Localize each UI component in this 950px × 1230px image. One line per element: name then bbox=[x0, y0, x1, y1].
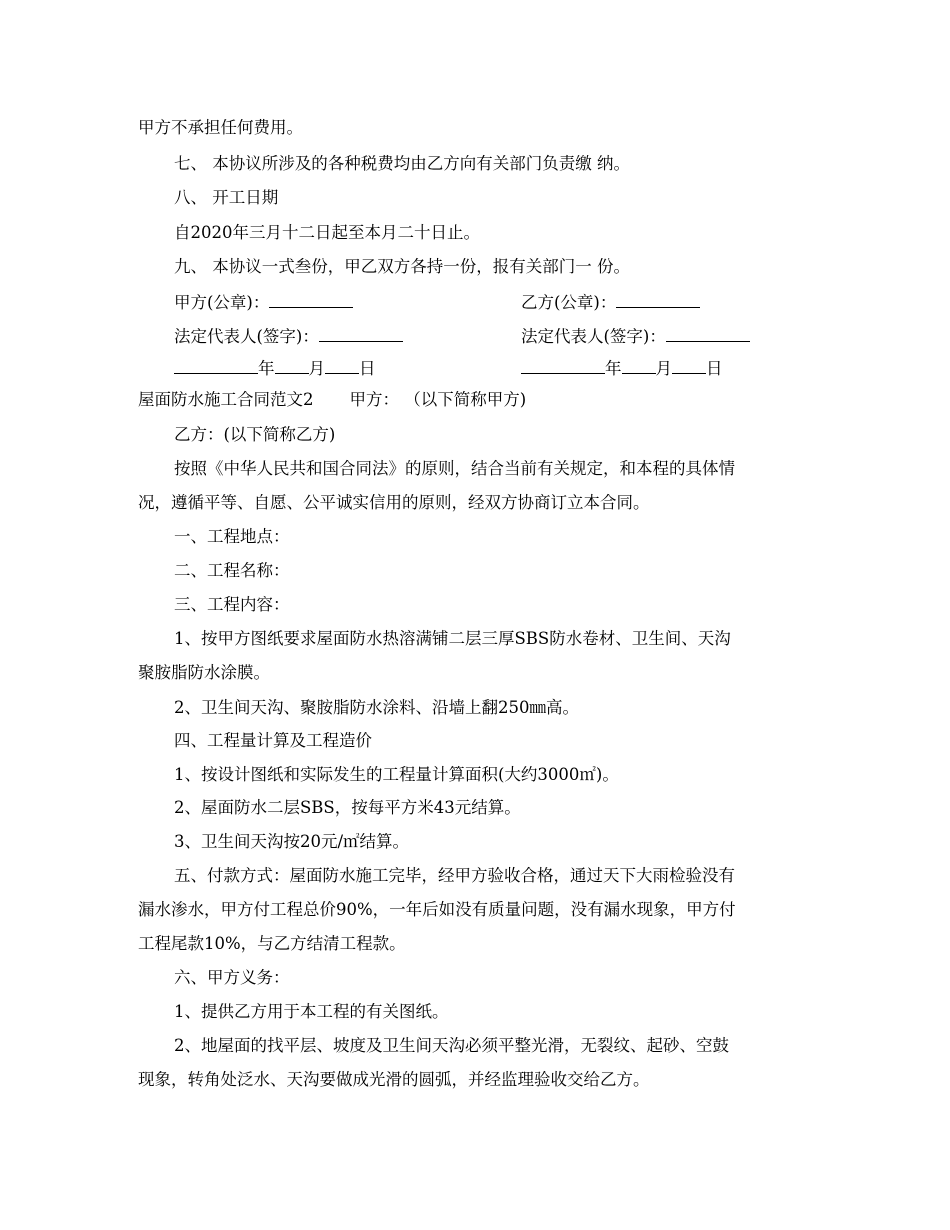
section-heading: 四、工程量计算及工程造价 bbox=[174, 731, 372, 750]
month-blank bbox=[275, 356, 309, 374]
paragraph-line: 况，遵循平等、自愿、公平诚实信用的原则，经双方协商订立本合同。 bbox=[138, 493, 650, 512]
party-b-seal-label: 乙方(公章)： bbox=[521, 293, 617, 312]
party-a-seal-blank bbox=[269, 290, 353, 308]
clause-seven: 七、 本协议所涉及的各种税费均由乙方向有关部门负责缴 纳。 bbox=[174, 154, 630, 173]
year-blank bbox=[174, 356, 258, 374]
year-label: 年 bbox=[258, 359, 275, 378]
start-date-line: 自2020年三月十二日起至本月二十日止。 bbox=[174, 223, 480, 242]
day-blank bbox=[325, 356, 359, 374]
section-heading: 三、工程内容： bbox=[174, 595, 290, 614]
party-b-rep-line bbox=[521, 324, 750, 348]
section-heading: 一、工程地点： bbox=[174, 527, 290, 546]
clause-eight-heading: 八、 开工日期 bbox=[174, 188, 279, 207]
paragraph-line: 甲方不承担任何费用。 bbox=[138, 118, 303, 137]
party-a-rep-label: 法定代表人(签字)： bbox=[174, 327, 319, 346]
day-label: 日 bbox=[359, 359, 376, 378]
paragraph-line: 1、按甲方图纸要求屋面防水热溶满铺二层三厚SBS防水卷材、卫生间、天沟 bbox=[174, 629, 731, 648]
day-blank bbox=[672, 356, 706, 374]
contract-2-title: 屋面防水施工合同范文2 bbox=[138, 390, 314, 409]
section-heading: 六、甲方义务： bbox=[174, 968, 290, 987]
contract-2-party-a: 甲方： （以下简称甲方) bbox=[349, 390, 527, 409]
party-b-seal-blank bbox=[616, 290, 700, 308]
paragraph-line: 漏水渗水，甲方付工程总价90%，一年后如没有质量问题，没有漏水现象，甲方付 bbox=[138, 900, 736, 919]
month-label: 月 bbox=[308, 359, 325, 378]
paragraph-line: 1、提供乙方用于本工程的有关图纸。 bbox=[174, 1002, 449, 1021]
party-a-date-line bbox=[174, 356, 376, 380]
party-b-rep-label: 法定代表人(签字)： bbox=[521, 327, 666, 346]
paragraph-line: 聚胺脂防水涂膜。 bbox=[138, 663, 270, 682]
contract-2-heading bbox=[138, 389, 526, 411]
party-b-rep-blank bbox=[666, 324, 750, 342]
paragraph-line: 2、地屋面的找平层、坡度及卫生间天沟必须平整光滑，无裂纹、起砂、空鼓 bbox=[174, 1036, 729, 1055]
party-a-rep-blank bbox=[319, 324, 403, 342]
paragraph-line: 工程尾款10%，与乙方结清工程款。 bbox=[138, 934, 406, 953]
paragraph-line: 现象，转角处泛水、天沟要做成光滑的圆弧，并经监理验收交给乙方。 bbox=[138, 1070, 650, 1089]
party-b-date-line bbox=[521, 356, 723, 380]
year-blank bbox=[521, 356, 605, 374]
paragraph-line: 按照《中华人民共和国合同法》的原则，结合当前有关规定，和本程的具体情 bbox=[174, 459, 735, 478]
party-a-seal-label: 甲方(公章)： bbox=[174, 293, 270, 312]
paragraph-line: 2、屋面防水二层SBS，按每平方米43元结算。 bbox=[174, 798, 521, 817]
paragraph-line: 2、卫生间天沟、聚胺脂防水涂料、沿墙上翻250㎜高。 bbox=[174, 698, 579, 717]
party-b-seal-line bbox=[521, 290, 700, 314]
year-label: 年 bbox=[605, 359, 622, 378]
paragraph-line: 五、付款方式：屋面防水施工完毕，经甲方验收合格，通过天下大雨检验没有 bbox=[174, 866, 735, 885]
party-a-rep-line bbox=[174, 324, 403, 348]
section-heading: 二、工程名称： bbox=[174, 561, 290, 580]
month-blank bbox=[622, 356, 656, 374]
clause-nine: 九、 本协议一式叁份，甲乙双方各持一份，报有关部门一 份。 bbox=[174, 257, 630, 276]
paragraph-line: 1、按设计图纸和实际发生的工程量计算面积(大约3000㎡)。 bbox=[174, 765, 619, 784]
party-a-seal-line bbox=[174, 290, 353, 314]
party-b-line: 乙方：(以下简称乙方) bbox=[174, 425, 336, 444]
day-label: 日 bbox=[706, 359, 723, 378]
month-label: 月 bbox=[655, 359, 672, 378]
paragraph-line: 3、卫生间天沟按20元/㎡结算。 bbox=[174, 832, 410, 851]
